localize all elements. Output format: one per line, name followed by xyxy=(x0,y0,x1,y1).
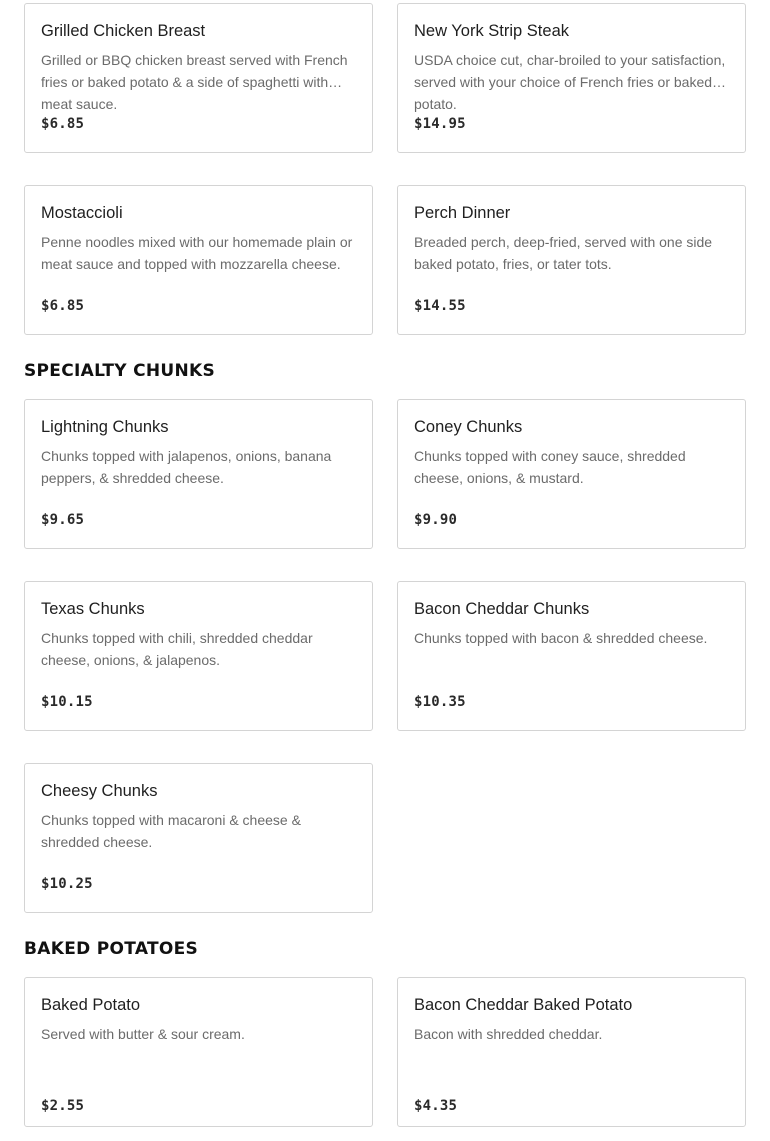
menu-item-card[interactable] xyxy=(24,581,373,731)
item-price: $6.85 xyxy=(41,298,85,314)
item-name: Mostaccioli xyxy=(41,204,123,222)
item-price: $4.35 xyxy=(414,1098,458,1114)
item-name: Cheesy Chunks xyxy=(41,782,158,800)
item-description: Served with butter & sour cream. xyxy=(41,1026,245,1042)
item-description: USDA choice cut, char-broiled to your satisfaction, served with your choice of French fries or baked potato. xyxy=(414,52,726,112)
item-name: New York Strip Steak xyxy=(414,22,569,40)
item-price: $9.90 xyxy=(414,512,458,528)
section-heading: SPECIALTY CHUNKS xyxy=(24,361,216,381)
item-price: $10.15 xyxy=(41,694,93,710)
item-name: Baked Potato xyxy=(41,996,141,1014)
item-name: Grilled Chicken Breast xyxy=(41,22,206,40)
menu-item-card[interactable] xyxy=(24,399,373,549)
item-name: Texas Chunks xyxy=(41,600,145,618)
menu-item-card[interactable] xyxy=(397,977,746,1127)
menu-item-card[interactable] xyxy=(397,185,746,335)
item-description: Chunks topped with jalapenos, onions, banana peppers, & shredded cheese. xyxy=(41,448,332,486)
item-description: Chunks topped with macaroni & cheese & shredded cheese. xyxy=(41,812,301,850)
item-name: Bacon Cheddar Baked Potato xyxy=(414,996,633,1014)
item-name: Bacon Cheddar Chunks xyxy=(414,600,590,618)
item-description: Chunks topped with coney sauce, shredded cheese, onions, & mustard. xyxy=(414,448,686,486)
item-description: Penne noodles mixed with our homemade plain or meat sauce and topped with mozzarella cheese. xyxy=(41,234,353,272)
menu-item-card[interactable] xyxy=(397,581,746,731)
item-description: Breaded perch, deep-fried, served with one side baked potato, fries, or tater tots. xyxy=(414,234,713,272)
menu-item-card[interactable] xyxy=(24,3,373,153)
item-description: Bacon with shredded cheddar. xyxy=(414,1026,603,1042)
menu-item-card[interactable] xyxy=(24,977,373,1127)
item-price: $10.35 xyxy=(414,694,466,710)
item-price: $14.95 xyxy=(414,116,466,132)
item-price: $9.65 xyxy=(41,512,85,528)
item-name: Coney Chunks xyxy=(414,418,523,436)
item-description: Chunks topped with bacon & shredded cheese. xyxy=(414,630,708,646)
menu-item-card[interactable] xyxy=(24,763,373,913)
item-price: $6.85 xyxy=(41,116,85,132)
item-name: Lightning Chunks xyxy=(41,418,169,436)
item-price: $10.25 xyxy=(41,876,93,892)
item-description: Grilled or BBQ chicken breast served with French fries or baked potato & a side of spaghetti with meat sauce. xyxy=(41,52,348,112)
section-heading: BAKED POTATOES xyxy=(24,939,199,959)
menu-item-card[interactable] xyxy=(397,3,746,153)
menu-item-card[interactable] xyxy=(24,185,373,335)
menu-item-card[interactable] xyxy=(397,399,746,549)
item-name: Perch Dinner xyxy=(414,204,511,222)
item-description: Chunks topped with chili, shredded cheddar cheese, onions, & jalapenos. xyxy=(41,630,313,668)
item-price: $2.55 xyxy=(41,1098,85,1114)
item-price: $14.55 xyxy=(414,298,466,314)
